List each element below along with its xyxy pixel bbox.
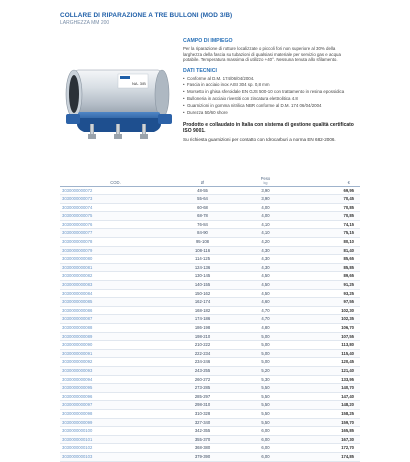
cell-dim: 76-84 <box>171 220 234 229</box>
table-row <box>60 452 360 461</box>
table-row <box>60 418 360 427</box>
cell-dim: 310-328 <box>171 409 234 418</box>
cell-code: 3030000000082 <box>60 272 171 281</box>
cell-code: 3030000000076 <box>60 220 171 229</box>
cell-price: 172,70 <box>297 444 360 453</box>
table-row <box>60 409 360 418</box>
cell-code: 3030000000100 <box>60 427 171 436</box>
cell-dim: 55-64 <box>171 195 234 204</box>
cell-code: 3030000000072 <box>60 186 171 195</box>
cell-code: 3030000000101 <box>60 435 171 444</box>
table-row <box>60 444 360 453</box>
cell-price: 97,55 <box>297 298 360 307</box>
table-header-row <box>60 172 360 186</box>
table-row <box>60 186 360 195</box>
cell-dim: 285-297 <box>171 392 234 401</box>
price-table <box>60 172 360 462</box>
table-row <box>60 435 360 444</box>
header-weight-label: Peso <box>260 175 271 181</box>
info-panel <box>183 38 355 143</box>
cell-price: 70,45 <box>297 195 360 204</box>
cell-code: 3030000000102 <box>60 444 171 453</box>
cell-dim: 174-186 <box>171 315 234 324</box>
cell-weight: 4,00 <box>234 212 297 221</box>
cell-price: 70,85 <box>297 212 360 221</box>
header-weight <box>234 172 297 186</box>
table-row <box>60 315 360 324</box>
cell-dim: 68-78 <box>171 212 234 221</box>
cell-price: 85,65 <box>297 255 360 264</box>
cell-weight: 4,30 <box>234 246 297 255</box>
cell-price: 85,85 <box>297 263 360 272</box>
table-row <box>60 255 360 264</box>
table-row <box>60 238 360 247</box>
cell-weight: 4,30 <box>234 263 297 272</box>
cell-code: 3030000000075 <box>60 212 171 221</box>
header-dim: Ø <box>171 172 234 186</box>
table-row <box>60 195 360 204</box>
cell-weight: 5,50 <box>234 409 297 418</box>
cell-weight: 4,50 <box>234 281 297 290</box>
cell-code: 3030000000078 <box>60 238 171 247</box>
cell-weight: 4,10 <box>234 229 297 238</box>
header-weight-unit: kg <box>263 180 268 185</box>
cell-weight: 6,00 <box>234 427 297 436</box>
cell-dim: 222-234 <box>171 349 234 358</box>
cell-code: 3030000000079 <box>60 246 171 255</box>
table-row <box>60 246 360 255</box>
table-row <box>60 401 360 410</box>
cell-dim: 130-145 <box>171 272 234 281</box>
table-row <box>60 281 360 290</box>
cell-dim: 162-174 <box>171 298 234 307</box>
table-row <box>60 306 360 315</box>
cell-price: 102,35 <box>297 315 360 324</box>
cell-price: 91,25 <box>297 281 360 290</box>
cell-dim: 355-370 <box>171 435 234 444</box>
dati-list <box>183 76 355 117</box>
table-row <box>60 212 360 221</box>
cell-price: 106,70 <box>297 324 360 333</box>
cell-dim: 379-390 <box>171 452 234 461</box>
cell-weight: 4,50 <box>234 272 297 281</box>
cell-price: 74,15 <box>297 220 360 229</box>
cell-weight: 5,50 <box>234 392 297 401</box>
header-price: € <box>297 172 360 186</box>
cell-price: 165,85 <box>297 427 360 436</box>
cell-price: 148,20 <box>297 401 360 410</box>
header-code: COD. <box>60 172 171 186</box>
table-row <box>60 220 360 229</box>
cell-weight: 5,20 <box>234 366 297 375</box>
cell-code: 3030000000095 <box>60 384 171 393</box>
dati-item: • Bulloneria in acciaio rivestiti con zincatura elettrolitica 4.8 <box>183 96 355 102</box>
price-table-container <box>60 172 360 462</box>
cell-code: 3030000000085 <box>60 298 171 307</box>
dati-item: • Morsetto in ghisa sferoidale EN GJS 500-10 con trattamento in resina epossidica <box>183 89 355 95</box>
cell-dim: 273-285 <box>171 384 234 393</box>
cell-price: 113,80 <box>297 341 360 350</box>
quality-note: Prodotto e collaudato in Italia con sistema di gestione qualità certificato ISO 9001. <box>183 122 354 135</box>
cell-code: 3030000000087 <box>60 315 171 324</box>
page-header <box>60 12 360 26</box>
cell-price: 167,30 <box>297 435 360 444</box>
cell-weight: 5,30 <box>234 375 297 384</box>
dati-item: • Durezza 50/60 shore <box>183 110 355 116</box>
page-title: COLLARE DI RIPARAZIONE A TRE BULLONI (MOD 3/B) <box>60 12 233 19</box>
campo-heading: CAMPO DI IMPIEGO <box>183 38 233 44</box>
cell-weight: 5,00 <box>234 341 297 350</box>
cell-weight: 5,00 <box>234 349 297 358</box>
cell-weight: 4,80 <box>234 324 297 333</box>
cell-price: 102,30 <box>297 306 360 315</box>
table-row <box>60 289 360 298</box>
table-row <box>60 358 360 367</box>
cell-dim: 60-68 <box>171 203 234 212</box>
table-row <box>60 298 360 307</box>
cell-code: 3030000000083 <box>60 281 171 290</box>
cell-weight: 5,00 <box>234 332 297 341</box>
cell-weight: 5,50 <box>234 418 297 427</box>
cell-price: 140,70 <box>297 384 360 393</box>
cell-price: 107,55 <box>297 332 360 341</box>
cell-price: 75,15 <box>297 229 360 238</box>
cell-price: 89,65 <box>297 272 360 281</box>
cell-weight: 5,50 <box>234 401 297 410</box>
cell-price: 81,40 <box>297 246 360 255</box>
cell-price: 80,10 <box>297 238 360 247</box>
cell-code: 3030000000089 <box>60 332 171 341</box>
cell-code: 3030000000090 <box>60 341 171 350</box>
cell-code: 3030000000073 <box>60 195 171 204</box>
cell-dim: 95-108 <box>171 238 234 247</box>
cell-price: 115,40 <box>297 349 360 358</box>
campo-text: Per la riparazione di rotture localizzate o piccoli fori non superiore al 30% della larghezza della fascia su tubazioni di qualsiasi materiale per servizio gas e acqua potabile. Temperatura massima di utilizzo +40°. Nessuna tenuta allo sfilamento. <box>183 46 341 62</box>
table-row <box>60 349 360 358</box>
cell-price: 120,45 <box>297 358 360 367</box>
table-row <box>60 427 360 436</box>
cell-weight: 3,90 <box>234 186 297 195</box>
dati-item: • Conforme al D.M. 174/06/04/2004. <box>183 76 355 82</box>
cell-price: 69,95 <box>297 186 360 195</box>
product-plate-label: NA. 3/B <box>132 81 146 86</box>
table-row <box>60 332 360 341</box>
table-row <box>60 384 360 393</box>
cell-code: 3030000000081 <box>60 263 171 272</box>
cell-code: 3030000000086 <box>60 306 171 315</box>
cell-weight: 3,90 <box>234 195 297 204</box>
cell-price: 159,70 <box>297 418 360 427</box>
cell-dim: 327-340 <box>171 418 234 427</box>
cell-weight: 6,00 <box>234 435 297 444</box>
cell-weight: 4,60 <box>234 298 297 307</box>
cell-code: 3030000000097 <box>60 401 171 410</box>
cell-weight: 6,00 <box>234 452 297 461</box>
cell-price: 174,85 <box>297 452 360 461</box>
cell-code: 3030000000092 <box>60 358 171 367</box>
cell-dim: 368-380 <box>171 444 234 453</box>
cell-code: 3030000000098 <box>60 409 171 418</box>
cell-dim: 124-136 <box>171 263 234 272</box>
cell-code: 3030000000099 <box>60 418 171 427</box>
cell-dim: 150-162 <box>171 289 234 298</box>
cell-code: 3030000000096 <box>60 392 171 401</box>
cell-code: 3030000000080 <box>60 255 171 264</box>
cell-weight: 4,70 <box>234 315 297 324</box>
cell-weight: 4,10 <box>234 220 297 229</box>
cell-dim: 260-272 <box>171 375 234 384</box>
cell-code: 3030000000088 <box>60 324 171 333</box>
page-subtitle: LARGHEZZA MM 200 <box>60 20 110 26</box>
cell-code: 3030000000093 <box>60 366 171 375</box>
cell-weight: 4,50 <box>234 289 297 298</box>
dati-item: • Fascia in acciaio inox AISI 304 sp. 0,8 mm <box>183 82 355 88</box>
cell-weight: 4,70 <box>234 306 297 315</box>
cell-dim: 48-55 <box>171 186 234 195</box>
cell-dim: 243-255 <box>171 366 234 375</box>
cell-code: 3030000000091 <box>60 349 171 358</box>
table-row <box>60 375 360 384</box>
cell-dim: 168-182 <box>171 306 234 315</box>
table-row <box>60 229 360 238</box>
table-row <box>60 366 360 375</box>
cell-dim: 186-198 <box>171 324 234 333</box>
cell-weight: 4,00 <box>234 203 297 212</box>
product-image <box>60 58 176 144</box>
cell-weight: 5,50 <box>234 384 297 393</box>
table-row <box>60 272 360 281</box>
cell-dim: 298-310 <box>171 401 234 410</box>
cell-code: 3030000000077 <box>60 229 171 238</box>
cell-dim: 342-355 <box>171 427 234 436</box>
cell-code: 3030000000094 <box>60 375 171 384</box>
cell-price: 133,95 <box>297 375 360 384</box>
cell-code: 3030000000084 <box>60 289 171 298</box>
cell-dim: 84-90 <box>171 229 234 238</box>
request-note: Su richiesta guarnizioni per contatto con Idrocarburi a norma EN 682-2006. <box>183 137 336 143</box>
cell-dim: 198-210 <box>171 332 234 341</box>
cell-price: 93,25 <box>297 289 360 298</box>
cell-price: 158,25 <box>297 409 360 418</box>
cell-dim: 234-246 <box>171 358 234 367</box>
cell-code: 3030000000103 <box>60 452 171 461</box>
table-row <box>60 324 360 333</box>
cell-price: 147,40 <box>297 392 360 401</box>
cell-dim: 114-125 <box>171 255 234 264</box>
cell-price: 70,85 <box>297 203 360 212</box>
cell-dim: 210-222 <box>171 341 234 350</box>
cell-code: 3030000000074 <box>60 203 171 212</box>
dati-item: • Guarnizioni in gomma nitrilica NBR conforme al D.M. 174 06/04/2004 <box>183 103 355 109</box>
table-row <box>60 203 360 212</box>
cell-price: 121,40 <box>297 366 360 375</box>
cell-weight: 4,20 <box>234 238 297 247</box>
table-row <box>60 263 360 272</box>
cell-weight: 5,00 <box>234 358 297 367</box>
table-row <box>60 392 360 401</box>
cell-dim: 140-155 <box>171 281 234 290</box>
table-row <box>60 341 360 350</box>
dati-heading: DATI TECNICI <box>183 67 217 74</box>
table-body <box>60 186 360 461</box>
cell-weight: 4,30 <box>234 255 297 264</box>
cell-weight: 6,00 <box>234 444 297 453</box>
cell-dim: 108-116 <box>171 246 234 255</box>
